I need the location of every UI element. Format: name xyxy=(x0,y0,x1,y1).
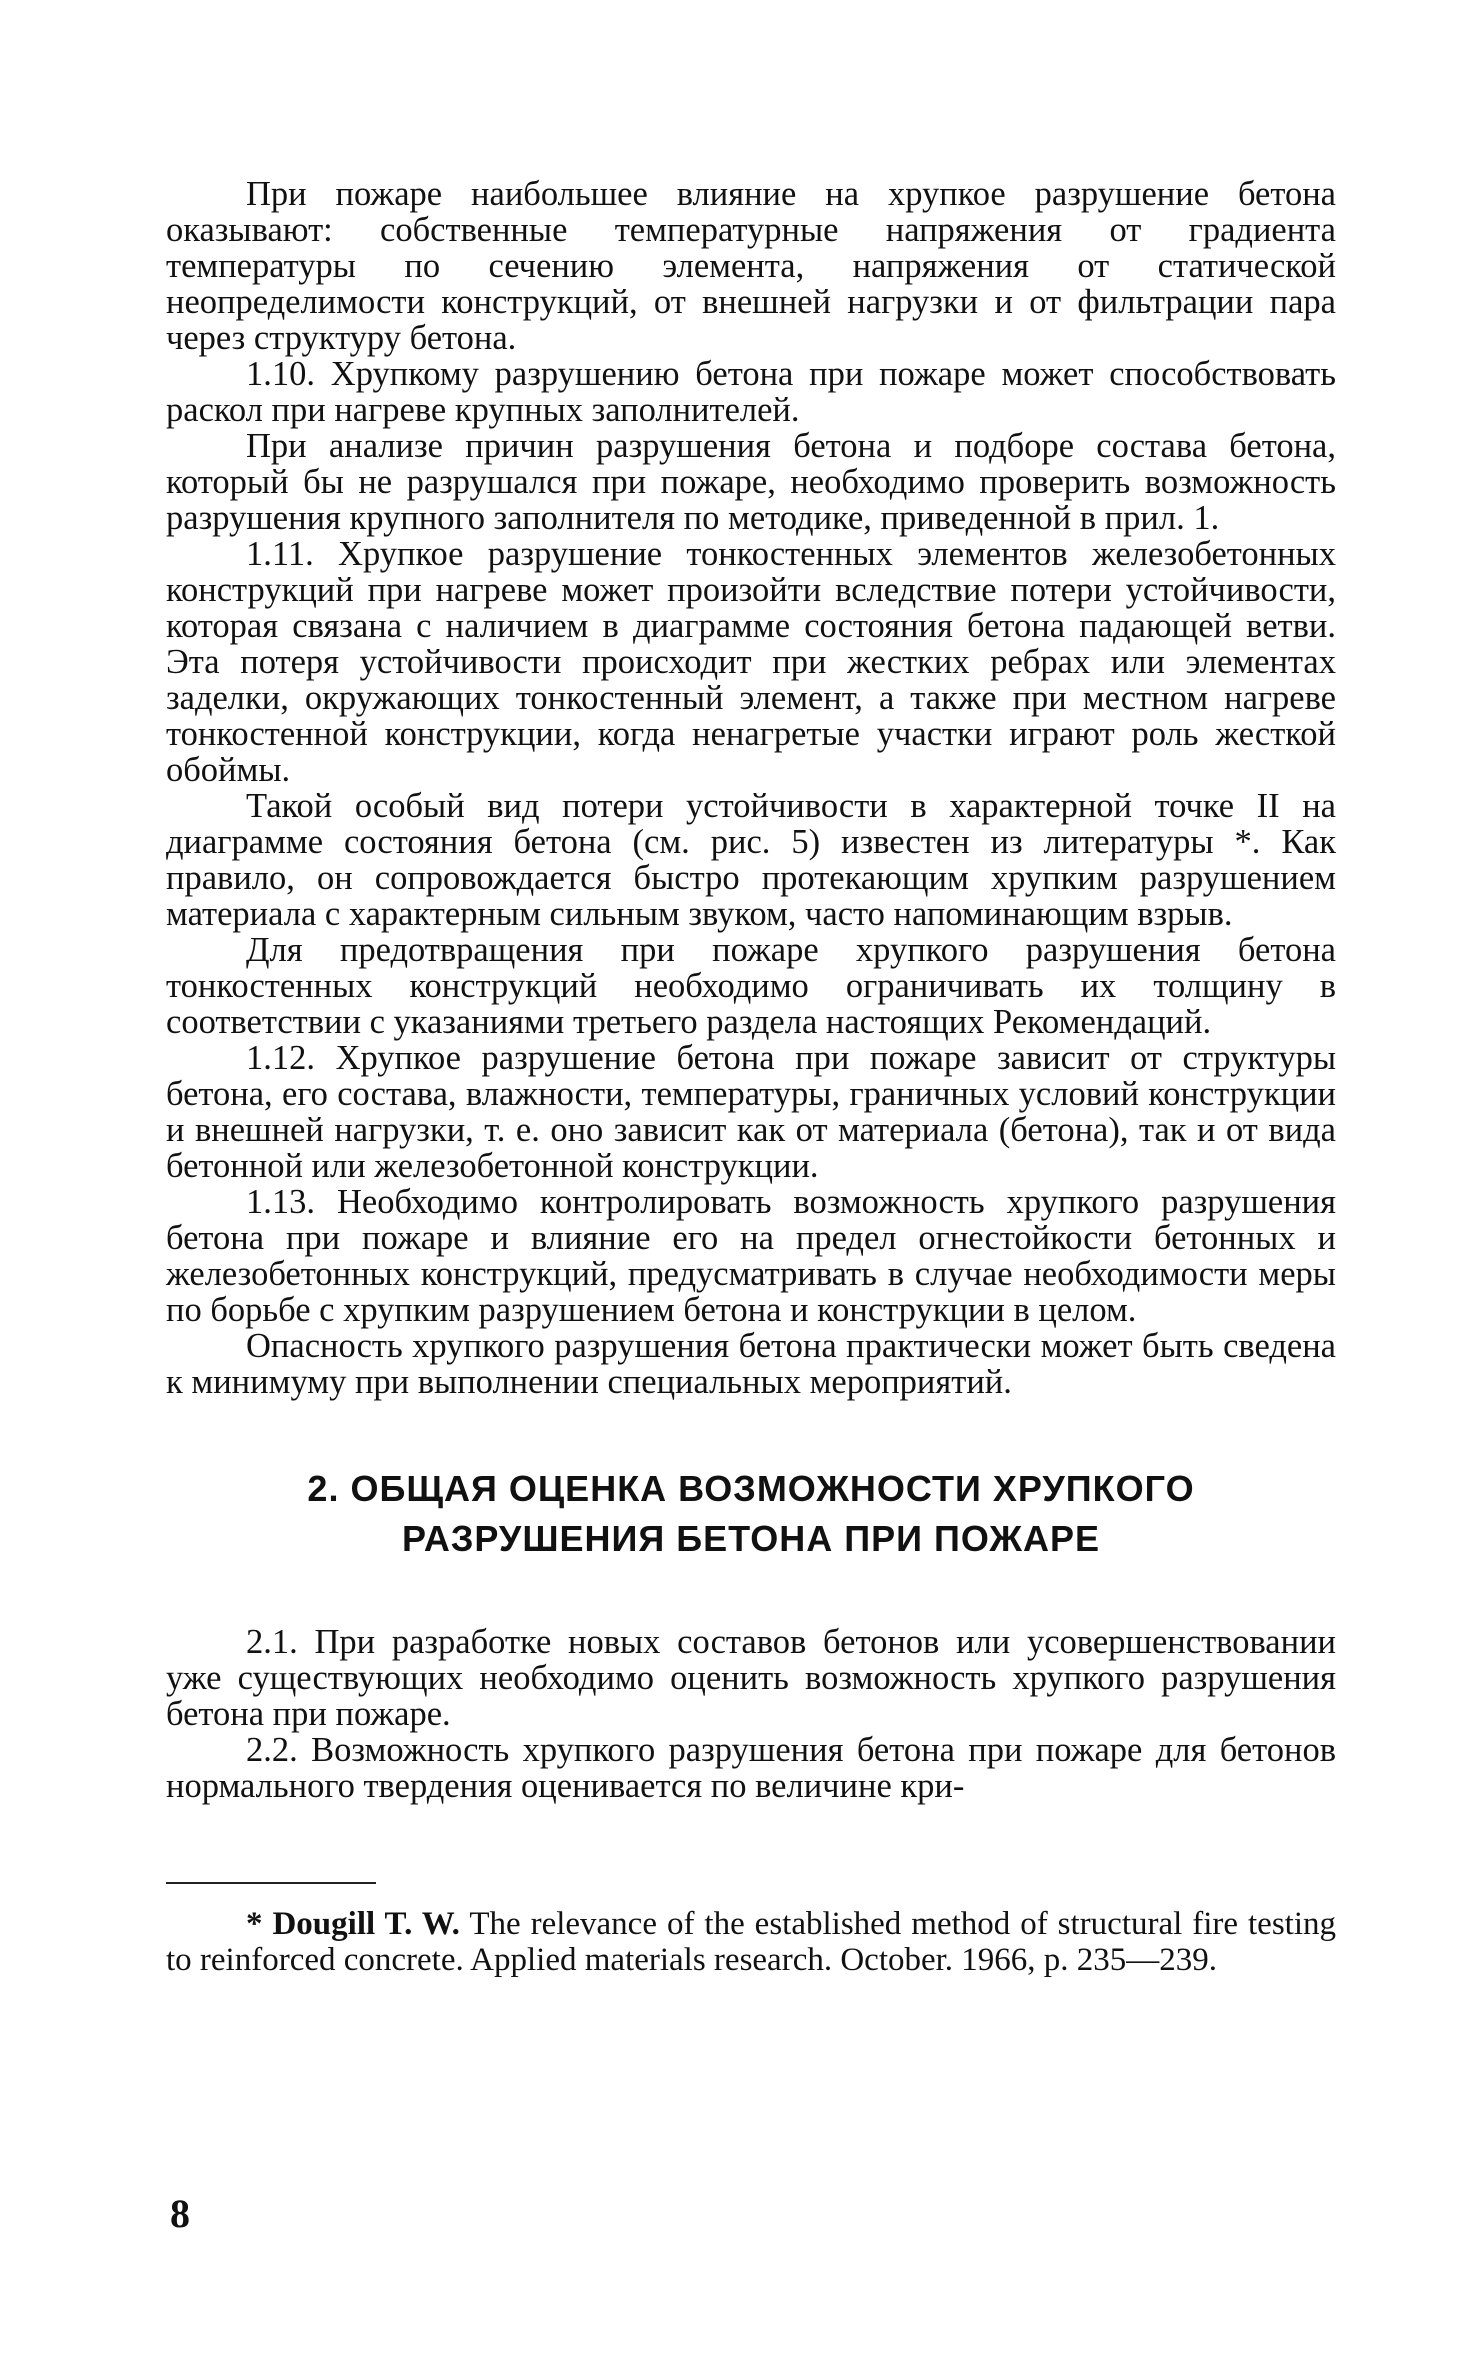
section-heading xyxy=(166,1464,1336,1564)
footnote xyxy=(166,1906,1336,1978)
footnote-divider xyxy=(166,1882,376,1884)
paragraph-aggregate-analysis: При анализе причин разрушения бетона и подборе состава бетона, который бы не разрушался при пожаре, необходимо проверить возможность разрушения крупного заполнителя по методике, приведенной в прил. 1. xyxy=(166,427,1336,537)
page-number: 8 xyxy=(170,2191,190,2236)
paragraph-1-10: 1.10. Хрупкому разрушению бетона при пожаре может способствовать раскол при нагреве крупных заполнителей. xyxy=(166,355,1336,429)
page-body xyxy=(166,176,1336,1978)
paragraph-fire-influence: При пожаре наибольшее влияние на хрупкое разрушение бетона оказывают: собственные температурные напряжения от градиента температуры по сечению элемента, напряжения от статической неопределимости конструкций, от внешней нагрузки и от фильтрации пара через структуру бетона. xyxy=(166,175,1336,357)
section-heading-line2: РАЗРУШЕНИЯ БЕТОНА ПРИ ПОЖАРЕ xyxy=(402,1518,1100,1559)
paragraph-1-11: 1.11. Хрупкое разрушение тонкостенных элементов железобетонных конструкций при нагреве может произойти вследствие потери устойчивости, которая связана с наличием в диаграмме состояния бетона падающей ветви. Эта потеря устойчивости происходит при жестких ребрах или элементах заделки, окружающих тонкостенный элемент, а также при местном нагреве тонкостенной конструкции, когда ненагретые участки играют роль жесткой обоймы. xyxy=(166,535,1336,789)
paragraph-prevention: Для предотвращения при пожаре хрупкого разрушения бетона тонкостенных конструкций необходимо ограничивать их толщину в соответствии с указаниями третьего раздела настоящих Рекомендаций. xyxy=(166,931,1336,1041)
paragraph-stability-loss: Такой особый вид потери устойчивости в характерной точке II на диаграмме состояния бетона (см. рис. 5) известен из литературы *. Как правило, он сопровождается быстро протекающим хрупким разрушением материала с характерным сильным звуком, часто напоминающим взрыв. xyxy=(166,787,1336,933)
paragraph-1-12: 1.12. Хрупкое разрушение бетона при пожаре зависит от структуры бетона, его состава, влажности, температуры, граничных условий конструкции и внешней нагрузки, т. е. оно зависит как от материала (бетона), так и от вида бетонной или железобетонной конструкции. xyxy=(166,1039,1336,1185)
paragraph-2-2: 2.2. Возможность хрупкого разрушения бетона при пожаре для бетонов нормального твердения оценивается по величине кри- xyxy=(166,1731,1336,1805)
footnote-author: * Dougill T. W. xyxy=(246,1906,460,1942)
paragraph-2-1: 2.1. При разработке новых составов бетонов или усовершенствовании уже существующих необходимо оценить возможность хрупкого разрушения бетона при пожаре. xyxy=(166,1623,1336,1733)
paragraph-danger-minimum: Опасность хрупкого разрушения бетона практически может быть сведена к минимуму при выполнении специальных мероприятий. xyxy=(166,1327,1336,1401)
section-heading-line1: 2. ОБЩАЯ ОЦЕНКА ВОЗМОЖНОСТИ ХРУПКОГО xyxy=(307,1468,1195,1509)
footnote-text: The relevance of the established method of structural fire testing to reinforced concrete. Applied materials research. October. 1966, p. 235—239. xyxy=(166,1906,1337,1978)
paragraph-1-13: 1.13. Необходимо контролировать возможность хрупкого разрушения бетона при пожаре и влияние его на предел огнестойкости бетонных и железобетонных конструкций, предусматривать в случае необходимости меры по борьбе с хрупким разрушением бетона и конструкции в целом. xyxy=(166,1183,1336,1329)
